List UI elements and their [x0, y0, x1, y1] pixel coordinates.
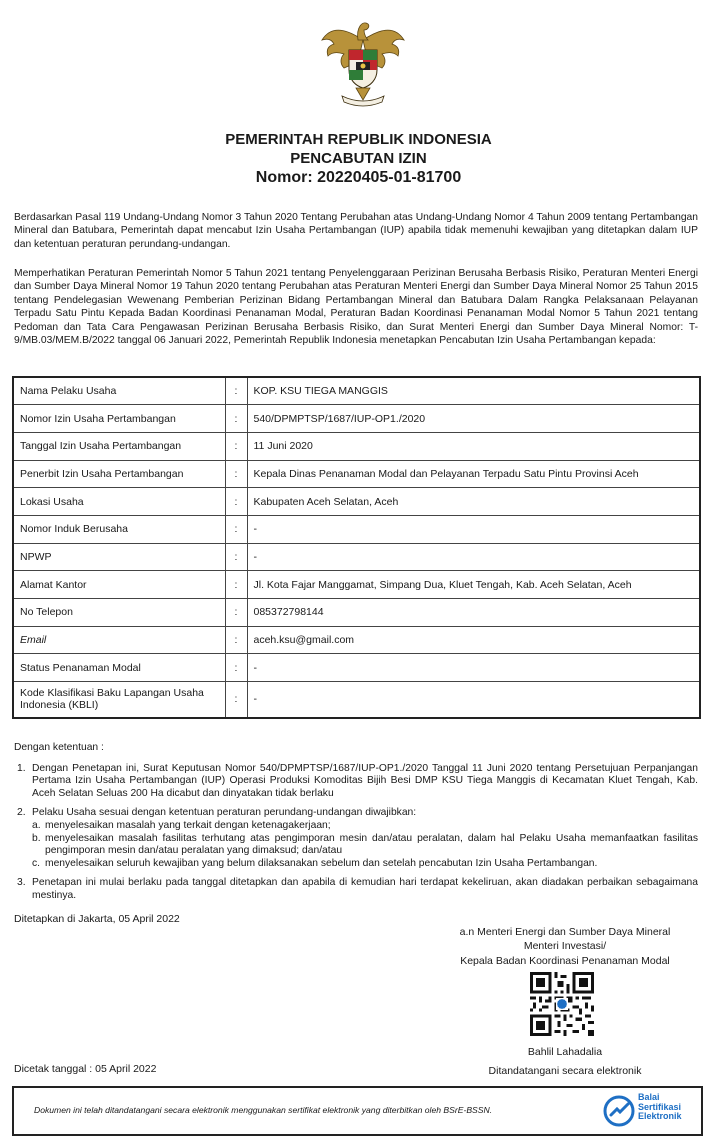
row-colon: :: [225, 599, 247, 627]
item-text: Dengan Penetapan ini, Surat Keputusan Nomor 540/DPMPTSP/1687/IUP-OP1./2020 Tanggal 11 Juni 2020 tentang Persetujuan Perpanjangan Pertama Izin Usaha Pertambangan (IUP) Operasi Produksi Komoditas Bijih Besi DMP KSU Tiega Manggis di Kecamatan Kluet Tengah, Kab. Aceh Selatan Seluas 200 Ha dicabut dan dinyatakan tidak berlaku: [32, 762, 698, 799]
row-value: Jl. Kota Fajar Manggamat, Simpang Dua, Kluet Tengah, Kab. Aceh Selatan, Aceh: [247, 571, 700, 599]
row-label: No Telepon: [13, 599, 225, 627]
sub-item-letter: b.: [32, 832, 41, 844]
signatory-name: Bahlil Lahadalia: [527, 1046, 603, 1058]
bsre-line-2: Sertifikasi: [638, 1101, 682, 1112]
bsre-logo-text: [638, 1093, 682, 1122]
sub-item: [32, 820, 698, 833]
row-value: Kepala Dinas Penanaman Modal dan Pelayanan Terpadu Satu Pintu Provinsi Aceh: [247, 460, 700, 488]
list-item: [14, 807, 698, 870]
bsre-line-3: Elektronik: [638, 1111, 682, 1121]
sub-item-letter: c.: [32, 857, 41, 869]
printed-date: Dicetak tanggal : 05 April 2022: [14, 1063, 157, 1075]
sub-item-text: menyelesaikan masalah yang terkait dengan ketenagakerjaan;: [45, 819, 331, 831]
row-colon: :: [225, 543, 247, 571]
table-row: [13, 405, 700, 433]
garuda-emblem-icon: [318, 10, 408, 110]
signatory-title: [440, 925, 690, 968]
table-row: [13, 432, 700, 460]
row-value: -: [247, 515, 700, 543]
row-value: 085372798144: [247, 599, 700, 627]
paragraph-considering: Memperhatikan Peraturan Pemerintah Nomor 5 Tahun 2021 tentang Penyelenggaraan Perizinan Berusaha Berbasis Risiko, Peraturan Menteri Energi dan Sumber Daya Mineral Nomor 19 Tahun 2020 tentang Perubahan atas Peraturan Menteri Energi dan Sumber Daya Mineral Nomor 25 Tahun 2015 tentang Pendelegasian Wewenang Pemberian Perizinan Bidang Pertambangan Mineral dan Batubara Dalam Rangka Pelaksanaan Pelayanan Terpadu Satu Pintu Kepada Badan Koordinasi Penanaman Modal, Peraturan Badan Koordinasi Penanaman Modal Nomor 5 Tahun 2021 tentang Pedoman dan Tata Cara Pengawasan Perizinan Berusaha Berbasis Risiko, dan Surat Menteri Energi dan Sumber Daya Mineral Nomor: T-9/MB.03/MEM.B/2022 tanggal 06 Januari 2022, Pemerintah Republik Indonesia menetapkan Pencabutan Izin Usaha Pertambangan kepada:: [14, 268, 698, 347]
item-number: 1.: [17, 762, 26, 774]
table-row: [13, 488, 700, 516]
table-row: [13, 460, 700, 488]
sub-item-text: menyelesaikan seluruh kewajiban yang belum dilaksanakan sebelum dan setelah pencabutan Izin Usaha Pertambangan.: [45, 857, 598, 869]
row-colon: :: [225, 405, 247, 433]
header-number: Nomor: 20220405-01-81700: [255, 169, 462, 186]
bsre-logo-icon: [602, 1094, 636, 1128]
table-row: [13, 599, 700, 627]
sub-item: [32, 858, 698, 871]
header-title: PENCABUTAN IZIN: [290, 150, 427, 167]
provisions-section: [14, 742, 698, 910]
list-item: [14, 763, 698, 801]
table-row: [13, 543, 700, 571]
row-value: 540/DPMPTSP/1687/IUP-OP1./2020: [247, 405, 700, 433]
qr-code-icon: [530, 972, 594, 1036]
electronic-signature-note: Ditandatangani secara elektronik: [488, 1065, 642, 1077]
row-label: Alamat Kantor: [13, 571, 225, 599]
sub-item-letter: a.: [32, 819, 41, 831]
sub-item-text: menyelesaikan masalah fasilitas terhutang atas pengimporan mesin dan/atau peralatan, dalam hal Pelaku Usaha memanfaatkan fasilitas pengimporan mesin dan/atau peralatan yang dimaksud; dan/atau: [45, 832, 698, 857]
item-text: Pelaku Usaha sesuai dengan ketentuan peraturan perundang-undangan diwajibkan:: [32, 807, 417, 819]
row-colon: :: [225, 571, 247, 599]
provisions-title: Dengan ketentuan :: [14, 742, 104, 753]
document-header: [0, 130, 717, 187]
row-colon: :: [225, 515, 247, 543]
row-label: Kode Klasifikasi Baku Lapangan Usaha Indonesia (KBLI): [13, 682, 225, 718]
item-number: 2.: [17, 807, 26, 819]
row-value: -: [247, 682, 700, 718]
row-colon: :: [225, 488, 247, 516]
row-value: aceh.ksu@gmail.com: [247, 626, 700, 654]
paragraph-legal-basis: Berdasarkan Pasal 119 Undang-Undang Nomor 3 Tahun 2020 Tentang Perubahan atas Undang-Undang Nomor 4 Tahun 2009 tentang Pertambangan Mineral dan Batubara, Pemerintah dapat mencabut Izin Usaha Pertambangan (IUP) apabila tidak memenuhi kewajiban yang ditetapkan dalam IUP dan ketentuan peraturan perundang-undangan.: [14, 212, 698, 250]
provisions-list: [14, 763, 698, 903]
row-label: Status Penanaman Modal: [13, 654, 225, 682]
row-label: Tanggal Izin Usaha Pertambangan: [13, 432, 225, 460]
row-label: Lokasi Usaha: [13, 488, 225, 516]
row-label: Nomor Izin Usaha Pertambangan: [13, 405, 225, 433]
table-row: [13, 377, 700, 405]
row-colon: :: [225, 460, 247, 488]
header-government: PEMERINTAH REPUBLIK INDONESIA: [225, 131, 492, 148]
footer-note: Dokumen ini telah ditandatangani secara elektronik menggunakan sertifikat elektronik yang diterbitkan oleh BSrE-BSSN.: [34, 1105, 493, 1115]
row-label: Nama Pelaku Usaha: [13, 377, 225, 405]
row-colon: :: [225, 432, 247, 460]
item-number: 3.: [17, 877, 26, 889]
row-value: KOP. KSU TIEGA MANGGIS: [247, 377, 700, 405]
row-value: 11 Juni 2020: [247, 432, 700, 460]
bsre-line-1: Balai: [638, 1092, 660, 1102]
row-colon: :: [225, 626, 247, 654]
signatory-line-3: Kepala Badan Koordinasi Penanaman Modal: [460, 954, 670, 967]
row-value: -: [247, 654, 700, 682]
table-row: [13, 654, 700, 682]
sub-item: [32, 833, 698, 858]
row-colon: :: [225, 682, 247, 718]
row-label: NPWP: [13, 543, 225, 571]
issued-place-date: Ditetapkan di Jakarta, 05 April 2022: [14, 913, 180, 925]
signatory-line-2: Menteri Investasi/: [523, 940, 607, 953]
item-text: Penetapan ini mulai berlaku pada tanggal ditetapkan dan apabila di kemudian hari terdapat kekeliruan, akan diadakan perbaikan sebagaimana mestinya.: [32, 877, 698, 901]
footer-box: [12, 1086, 703, 1136]
permit-info-table: [12, 376, 701, 719]
table-row: [13, 626, 700, 654]
row-label: Email: [13, 626, 225, 654]
table-row: [13, 682, 700, 718]
row-colon: :: [225, 377, 247, 405]
row-value: Kabupaten Aceh Selatan, Aceh: [247, 488, 700, 516]
table-row: [13, 515, 700, 543]
signatory-line-1: a.n Menteri Energi dan Sumber Daya Mineral: [459, 926, 671, 938]
row-label: Penerbit Izin Usaha Pertambangan: [13, 460, 225, 488]
row-label: Nomor Induk Berusaha: [13, 515, 225, 543]
table-row: [13, 571, 700, 599]
row-colon: :: [225, 654, 247, 682]
row-value: -: [247, 543, 700, 571]
list-item: [14, 877, 698, 902]
